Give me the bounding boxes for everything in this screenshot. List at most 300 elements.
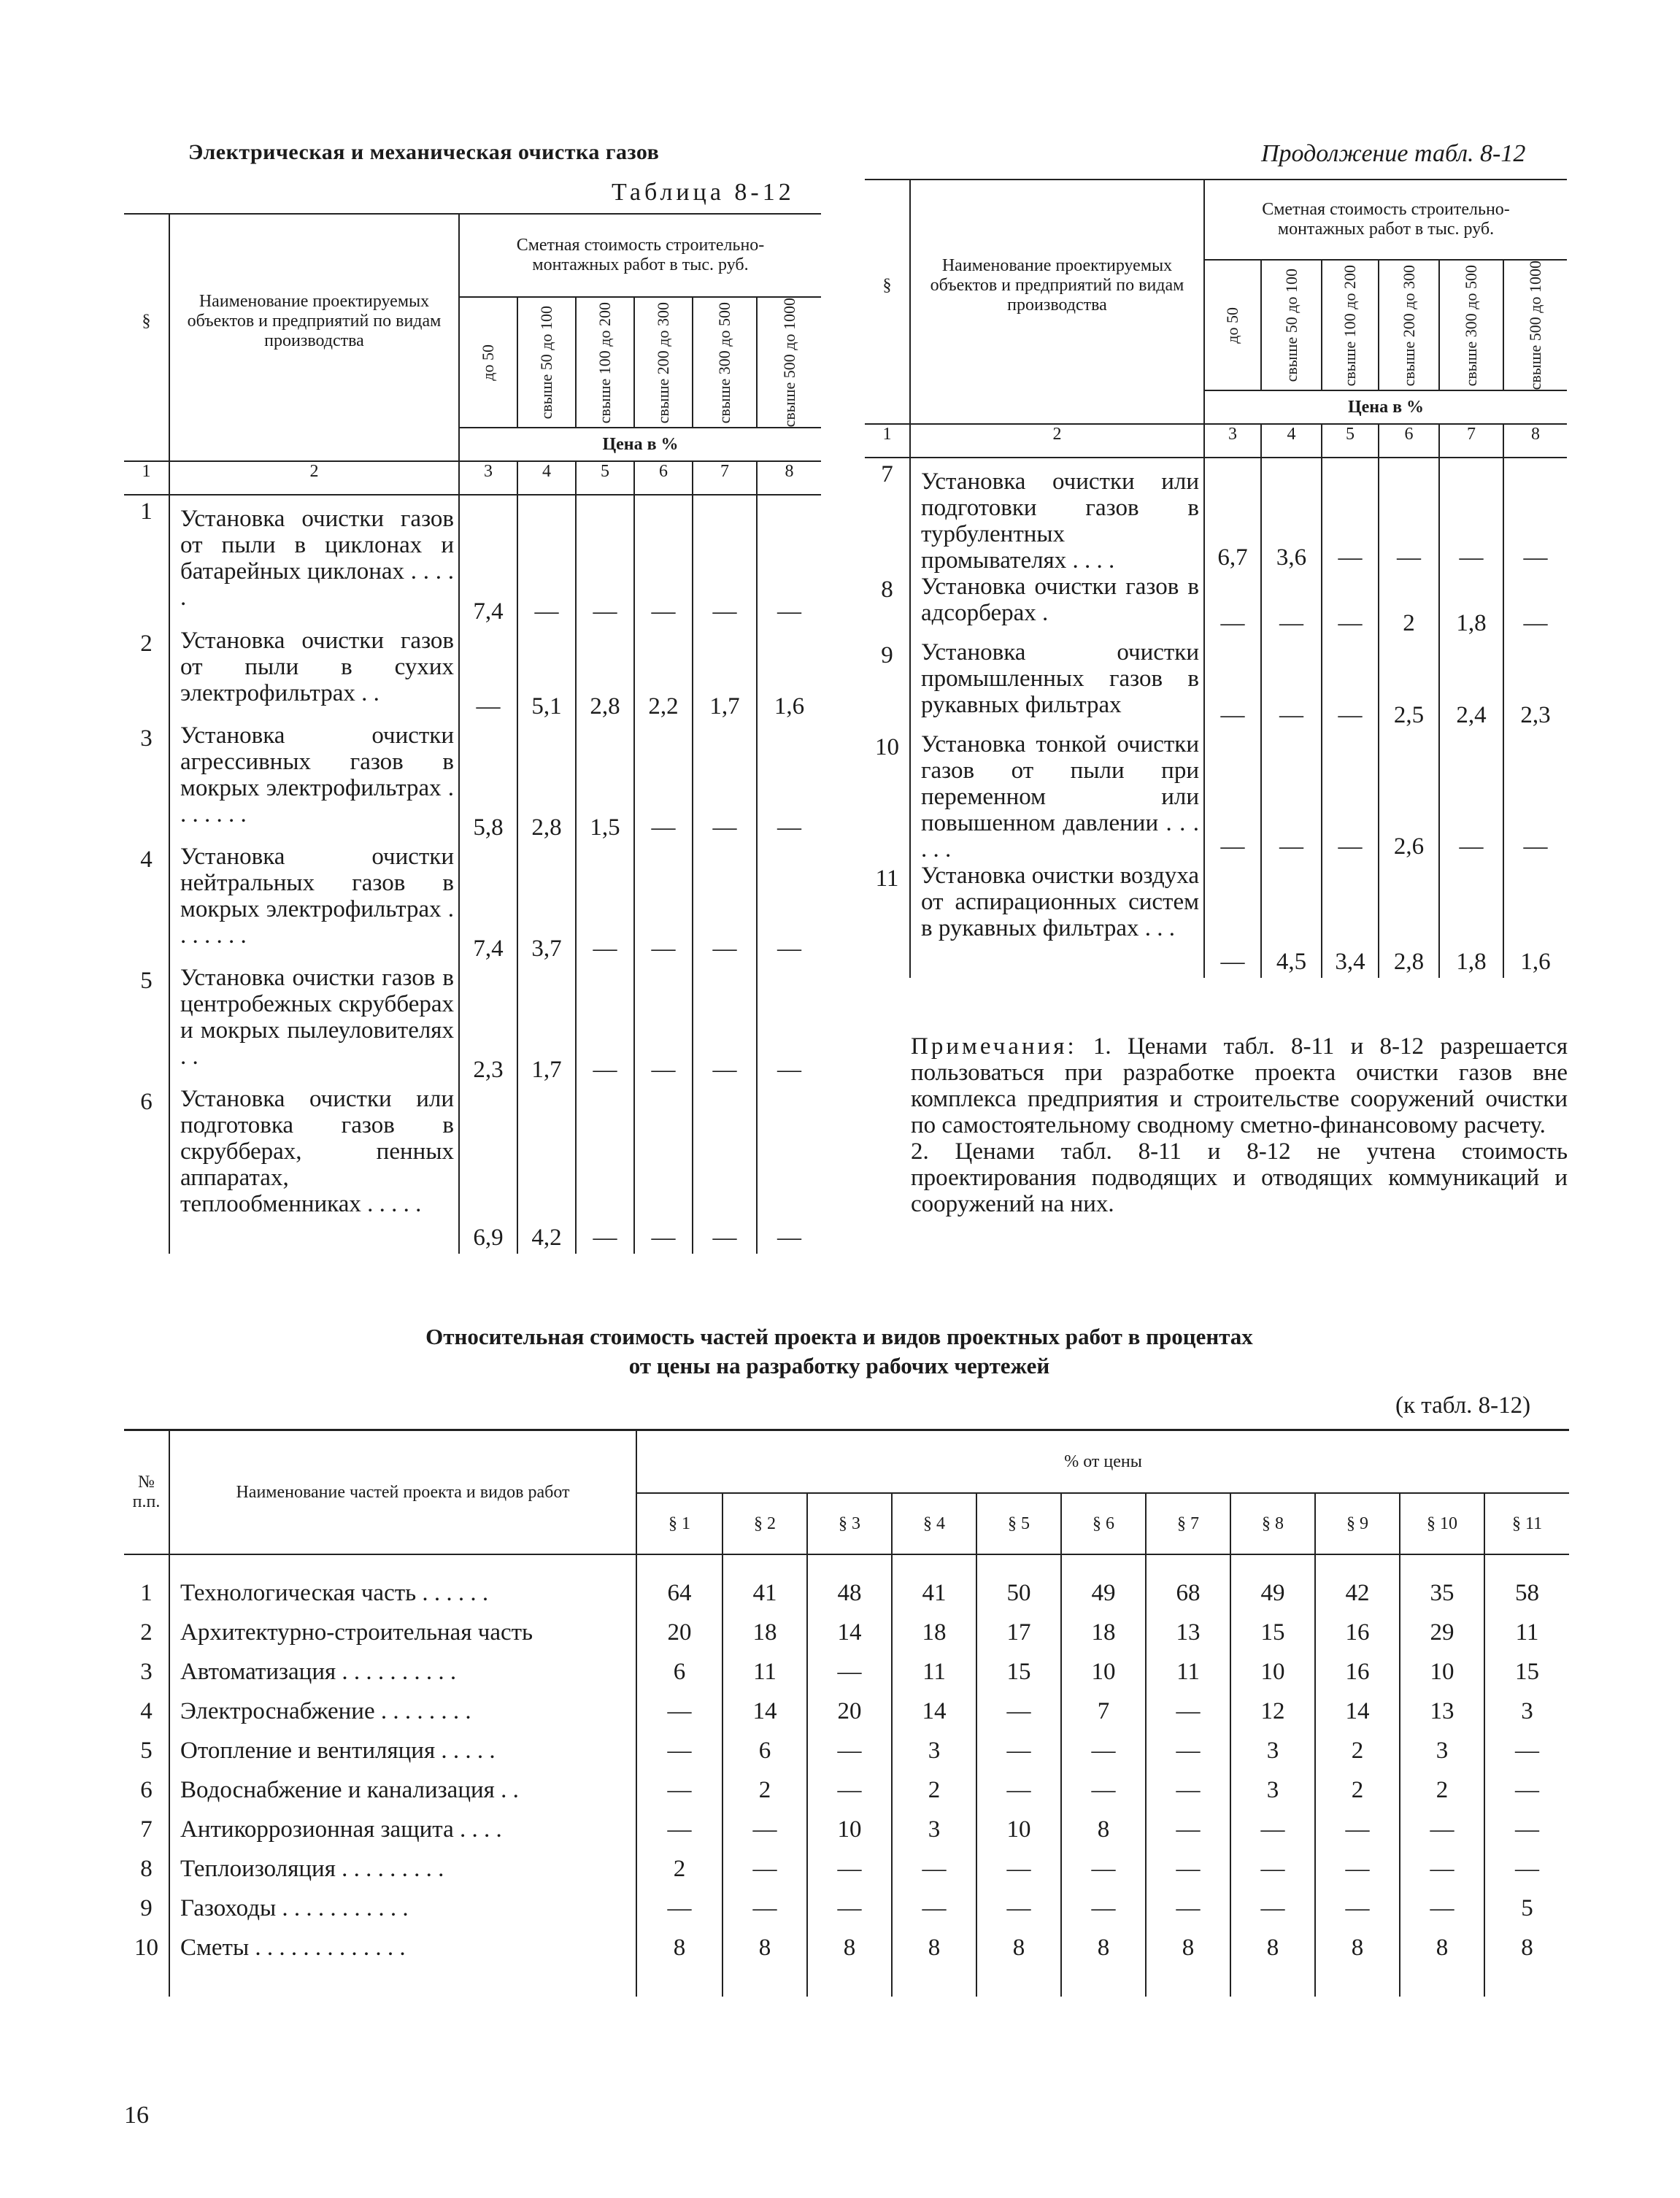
t2-row-value: — xyxy=(723,1849,807,1889)
right-row-value: — xyxy=(1322,458,1379,574)
t2-tail-cell xyxy=(124,1967,169,1997)
right-table-row xyxy=(865,574,1567,639)
right-col-number: 8 xyxy=(1503,424,1567,458)
t2-row-value: 16 xyxy=(1315,1652,1400,1692)
t2-tail-cell xyxy=(1230,1967,1315,1997)
t2-row-value: — xyxy=(1230,1810,1315,1849)
bottom-title-line2: от цены на разработку рабочих чертежей xyxy=(628,1353,1050,1378)
t2-row-value: — xyxy=(723,1810,807,1849)
row-value: 7,4 xyxy=(459,495,517,628)
t2-row-value: — xyxy=(1061,1889,1146,1928)
right-range-header xyxy=(1503,260,1567,390)
right-row-value: 2,6 xyxy=(1379,731,1439,863)
t2-spacer-cell xyxy=(169,1554,636,1573)
t2-table-row xyxy=(124,1849,1569,1889)
t2-tail-row xyxy=(124,1967,1569,1997)
t2-row-value: 8 xyxy=(1061,1810,1146,1849)
row-value: 1,7 xyxy=(517,965,576,1086)
row-value: — xyxy=(757,722,821,844)
right-row-value: — xyxy=(1503,458,1567,574)
row-name: Установка очистки газов в центробежных скрубберах и мокрых пылеуловителях . . xyxy=(169,965,459,1086)
t2-section-header: § 9 xyxy=(1315,1493,1400,1554)
row-value: — xyxy=(576,495,634,628)
table-row xyxy=(124,495,821,628)
t2-row-value: 42 xyxy=(1315,1573,1400,1613)
t2-row-number: 6 xyxy=(140,1776,153,1803)
right-col-number: 6 xyxy=(1379,424,1439,458)
name-col-header-right: Наименование проектируемых объектов и предприятий по видам производства xyxy=(910,180,1204,390)
t2-row-value: 18 xyxy=(1061,1613,1146,1652)
t2-row-value: 58 xyxy=(1484,1573,1569,1613)
t2-row-value: 8 xyxy=(636,1928,723,1967)
continuation-label: Продолжение табл. 8-12 xyxy=(1261,140,1526,167)
row-value: 6,9 xyxy=(459,1086,517,1254)
t2-row-value: 3 xyxy=(1484,1692,1569,1731)
row-value: — xyxy=(634,495,693,628)
t2-row-value: — xyxy=(636,1731,723,1770)
t2-section-header: § 7 xyxy=(1146,1493,1230,1554)
t2-table-row xyxy=(124,1928,1569,1967)
t2-row-value: — xyxy=(1400,1889,1484,1928)
right-row-value: — xyxy=(1261,574,1322,639)
row-value: 2,8 xyxy=(576,628,634,722)
t2-row-value: 14 xyxy=(723,1692,807,1731)
right-row-value: 2,8 xyxy=(1379,863,1439,978)
price-label-right: Цена в % xyxy=(1204,390,1567,424)
t2-section-header: § 11 xyxy=(1484,1493,1569,1554)
right-row-value: 2,5 xyxy=(1379,639,1439,731)
t2-row-value: — xyxy=(1484,1810,1569,1849)
right-col-number: 5 xyxy=(1322,424,1379,458)
t2-row-number: 7 xyxy=(140,1816,153,1843)
range-label: свыше 200 до 300 xyxy=(654,301,672,423)
col-number: 8 xyxy=(757,461,821,495)
t2-row-value: 8 xyxy=(723,1928,807,1967)
row-value: — xyxy=(576,844,634,965)
range-header xyxy=(517,297,576,428)
t2-row-value: 2 xyxy=(1315,1770,1400,1810)
row-value: 7,4 xyxy=(459,844,517,965)
right-row-name: Установка тонкой очистки газов от пыли при переменном или повышенном давлении . . . . . . xyxy=(910,731,1204,863)
t2-row-value: — xyxy=(1315,1889,1400,1928)
t2-tail-cell xyxy=(1061,1967,1146,1997)
right-row-value: 1,6 xyxy=(1503,863,1567,978)
right-table-row xyxy=(865,458,1567,574)
t2-row-value: 29 xyxy=(1400,1613,1484,1652)
t2-spacer-cell xyxy=(1400,1554,1484,1573)
right-row-value: 2,4 xyxy=(1439,639,1503,731)
row-value: — xyxy=(576,965,634,1086)
table-8-12-left xyxy=(124,213,821,1254)
right-range-header xyxy=(1322,260,1379,390)
t2-row-value: 41 xyxy=(723,1573,807,1613)
right-row-section: 11 xyxy=(875,865,899,892)
t2-row-name: Водоснабжение и канализация . . xyxy=(169,1770,636,1810)
row-name: Установка очистки или подготовка газов в скрубберах, пенных аппаратах, теплообменниках . . . . . xyxy=(169,1086,459,1254)
bottom-title xyxy=(219,1322,1460,1381)
t2-row-value: 50 xyxy=(976,1573,1061,1613)
t2-spacer-cell xyxy=(1146,1554,1230,1573)
t2-row-value: 10 xyxy=(807,1810,892,1849)
cost-group-header-right: Сметная стоимость строительно-монтажных работ в тыс. руб. xyxy=(1204,180,1567,260)
t2-row-value: — xyxy=(1484,1849,1569,1889)
row-name: Установка очистки агрессивных газов в мокрых электрофильтрах . . . . . . . xyxy=(169,722,459,844)
t2-row-value: 6 xyxy=(723,1731,807,1770)
t2-row-value: — xyxy=(1146,1770,1230,1810)
t2-row-value: 3 xyxy=(1400,1731,1484,1770)
row-section: 4 xyxy=(140,847,153,874)
t2-row-value: — xyxy=(1484,1770,1569,1810)
t2-tail-cell xyxy=(892,1967,976,1997)
t2-row-value: 13 xyxy=(1400,1692,1484,1731)
row-value: 1,7 xyxy=(693,628,757,722)
right-row-value: — xyxy=(1204,863,1261,978)
t2-table-row xyxy=(124,1731,1569,1770)
row-value: 4,2 xyxy=(517,1086,576,1254)
t2-section-header: § 10 xyxy=(1400,1493,1484,1554)
row-section: 6 xyxy=(140,1089,153,1116)
right-row-section: 9 xyxy=(881,642,893,669)
right-row-name: Установка очистки газов в адсорберах . xyxy=(910,574,1204,639)
right-row-value: 1,8 xyxy=(1439,863,1503,978)
t2-row-value: 10 xyxy=(976,1810,1061,1849)
row-value: — xyxy=(757,844,821,965)
col-number: 6 xyxy=(634,461,693,495)
right-row-value: — xyxy=(1379,458,1439,574)
t2-spacer-cell xyxy=(1315,1554,1400,1573)
right-row-section: 7 xyxy=(881,461,893,488)
t2-row-value: — xyxy=(892,1889,976,1928)
right-col-number: 4 xyxy=(1261,424,1322,458)
row-value: — xyxy=(459,628,517,722)
t2-spacer-cell xyxy=(636,1554,723,1573)
t2-row-value: 2 xyxy=(636,1849,723,1889)
t2-table-row xyxy=(124,1573,1569,1613)
range-label: свыше 100 до 200 xyxy=(596,301,614,423)
t2-table-row xyxy=(124,1692,1569,1731)
t2-row-value: 48 xyxy=(807,1573,892,1613)
t2-row-value: — xyxy=(976,1849,1061,1889)
t2-row-name: Антикоррозионная защита . . . . xyxy=(169,1810,636,1849)
range-label: свыше 500 до 1000 xyxy=(779,298,798,428)
t2-table-row xyxy=(124,1652,1569,1692)
right-range-label: свыше 50 до 100 xyxy=(1282,269,1301,382)
right-range-label: свыше 200 до 300 xyxy=(1399,264,1418,386)
t2-tail-cell xyxy=(1146,1967,1230,1997)
right-row-value: — xyxy=(1261,731,1322,863)
t2-row-value: — xyxy=(1315,1849,1400,1889)
right-col-number: 3 xyxy=(1204,424,1261,458)
t2-num-header: № п.п. xyxy=(124,1430,169,1555)
t2-section-header: § 8 xyxy=(1230,1493,1315,1554)
t2-spacer-row xyxy=(124,1554,1569,1573)
t2-row-value: — xyxy=(636,1770,723,1810)
t2-row-value: 7 xyxy=(1061,1692,1146,1731)
t2-row-value: 15 xyxy=(1230,1613,1315,1652)
t2-spacer-cell xyxy=(892,1554,976,1573)
t2-row-value: — xyxy=(807,1652,892,1692)
t2-row-value: 2 xyxy=(892,1770,976,1810)
t2-row-name: Теплоизоляция . . . . . . . . . xyxy=(169,1849,636,1889)
right-range-label: до 50 xyxy=(1223,306,1241,344)
t2-spacer-cell xyxy=(723,1554,807,1573)
t2-row-number: 5 xyxy=(140,1737,153,1764)
table-row xyxy=(124,628,821,722)
t2-row-value: 20 xyxy=(807,1692,892,1731)
t2-row-number: 8 xyxy=(140,1855,153,1882)
t2-percent-header: % от цены xyxy=(636,1430,1569,1494)
notes xyxy=(911,1033,1568,1217)
t2-table-row xyxy=(124,1613,1569,1652)
t2-spacer-cell xyxy=(1061,1554,1146,1573)
t2-row-value: 8 xyxy=(1061,1928,1146,1967)
t2-row-value: — xyxy=(807,1889,892,1928)
right-row-value: — xyxy=(1322,639,1379,731)
left-section-title: Электрическая и механическая очистка газов xyxy=(188,140,660,164)
col-number: 5 xyxy=(576,461,634,495)
t2-row-value: — xyxy=(892,1849,976,1889)
right-row-value: 2,3 xyxy=(1503,639,1567,731)
row-value: 3,7 xyxy=(517,844,576,965)
right-row-value: — xyxy=(1503,731,1567,863)
t2-row-name: Отопление и вентиляция . . . . . xyxy=(169,1731,636,1770)
right-row-value: — xyxy=(1261,639,1322,731)
row-value: — xyxy=(634,844,693,965)
t2-row-value: 12 xyxy=(1230,1692,1315,1731)
t2-row-value: 16 xyxy=(1315,1613,1400,1652)
t2-row-value: 13 xyxy=(1146,1613,1230,1652)
t2-row-value: 11 xyxy=(892,1652,976,1692)
t2-row-number: 4 xyxy=(140,1697,153,1724)
row-value: 2,3 xyxy=(459,965,517,1086)
t2-row-value: — xyxy=(976,1770,1061,1810)
table-8-12-right xyxy=(865,179,1567,978)
t2-row-value: 68 xyxy=(1146,1573,1230,1613)
right-range-label: свыше 300 до 500 xyxy=(1462,264,1480,386)
t2-row-value: — xyxy=(1061,1731,1146,1770)
t2-row-name: Автоматизация . . . . . . . . . . xyxy=(169,1652,636,1692)
right-row-value: 2 xyxy=(1379,574,1439,639)
right-row-name: Установка очистки или подготовки газов в турбулентных промывателях . . . . xyxy=(910,458,1204,574)
t2-table-row xyxy=(124,1889,1569,1928)
t2-row-value: 8 xyxy=(976,1928,1061,1967)
t2-row-value: — xyxy=(1061,1849,1146,1889)
range-header xyxy=(576,297,634,428)
t2-row-value: — xyxy=(1315,1810,1400,1849)
t2-row-name: Технологическая часть . . . . . . xyxy=(169,1573,636,1613)
t2-row-value: 10 xyxy=(1400,1652,1484,1692)
t2-section-header: § 4 xyxy=(892,1493,976,1554)
t2-spacer-cell xyxy=(124,1554,169,1573)
t2-tail-cell xyxy=(1484,1967,1569,1997)
t2-row-value: 35 xyxy=(1400,1573,1484,1613)
page-number: 16 xyxy=(124,2102,149,2129)
t2-table-row xyxy=(124,1810,1569,1849)
t2-row-value: 14 xyxy=(807,1613,892,1652)
t2-row-value: — xyxy=(807,1731,892,1770)
t2-row-value: 18 xyxy=(723,1613,807,1652)
right-row-value: — xyxy=(1204,731,1261,863)
range-label: свыше 300 до 500 xyxy=(715,301,733,423)
t2-tail-cell xyxy=(807,1967,892,1997)
t2-tail-cell xyxy=(1315,1967,1400,1997)
right-col-number: 2 xyxy=(910,424,1204,458)
t2-row-value: 6 xyxy=(636,1652,723,1692)
t2-row-value: 8 xyxy=(807,1928,892,1967)
section-col-header-right: § xyxy=(865,180,910,390)
t2-row-value: 14 xyxy=(892,1692,976,1731)
table-label: Таблица 8-12 xyxy=(612,179,795,206)
t2-row-value: 10 xyxy=(1061,1652,1146,1692)
t2-row-value: 2 xyxy=(1400,1770,1484,1810)
row-value: — xyxy=(693,722,757,844)
t2-row-number: 1 xyxy=(140,1579,153,1606)
right-row-value: 4,5 xyxy=(1261,863,1322,978)
t2-row-value: 11 xyxy=(1484,1613,1569,1652)
t2-row-value: — xyxy=(807,1770,892,1810)
t2-row-value: 8 xyxy=(1146,1928,1230,1967)
t2-row-value: 3 xyxy=(892,1731,976,1770)
t2-spacer-cell xyxy=(1230,1554,1315,1573)
row-value: — xyxy=(576,1086,634,1254)
t2-row-value: 10 xyxy=(1230,1652,1315,1692)
t2-spacer-cell xyxy=(1484,1554,1569,1573)
t2-row-value: — xyxy=(1484,1731,1569,1770)
col-number: 3 xyxy=(459,461,517,495)
t2-section-header: § 5 xyxy=(976,1493,1061,1554)
right-range-header xyxy=(1379,260,1439,390)
row-value: 2,8 xyxy=(517,722,576,844)
row-value: — xyxy=(757,495,821,628)
row-value: 5,8 xyxy=(459,722,517,844)
right-row-value: — xyxy=(1204,639,1261,731)
t2-row-value: 8 xyxy=(1484,1928,1569,1967)
table-row xyxy=(124,844,821,965)
notes-label: Примечания: xyxy=(911,1033,1077,1060)
t2-row-number: 3 xyxy=(140,1658,153,1685)
row-value: — xyxy=(757,1086,821,1254)
table-row xyxy=(124,1086,821,1254)
t2-row-number: 2 xyxy=(140,1619,153,1646)
row-value: — xyxy=(634,1086,693,1254)
t2-row-value: — xyxy=(976,1731,1061,1770)
right-table-row xyxy=(865,863,1567,978)
right-row-value: — xyxy=(1439,731,1503,863)
row-value: — xyxy=(634,965,693,1086)
range-header xyxy=(634,297,693,428)
row-name: Установка очистки нейтральных газов в мокрых электрофильтрах . . . . . . . xyxy=(169,844,459,965)
t2-row-value: 17 xyxy=(976,1613,1061,1652)
right-row-value: 6,7 xyxy=(1204,458,1261,574)
right-range-label: свыше 100 до 200 xyxy=(1341,264,1359,386)
t2-row-value: 8 xyxy=(1315,1928,1400,1967)
cost-group-header: Сметная стоимость строительно-монтажных работ в тыс. руб. xyxy=(459,214,821,297)
t2-row-value: 20 xyxy=(636,1613,723,1652)
t2-row-name: Сметы . . . . . . . . . . . . . xyxy=(169,1928,636,1967)
t2-spacer-cell xyxy=(807,1554,892,1573)
table-row xyxy=(124,722,821,844)
col-number: 7 xyxy=(693,461,757,495)
right-row-value: — xyxy=(1439,458,1503,574)
right-row-value: — xyxy=(1322,731,1379,863)
row-name: Установка очистки газов от пыли в циклонах и батарейных циклонах . . . . . xyxy=(169,495,459,628)
t2-row-number: 9 xyxy=(140,1894,153,1921)
t2-row-number: 10 xyxy=(134,1934,158,1961)
t2-tail-cell xyxy=(723,1967,807,1997)
t2-name-header: Наименование частей проекта и видов работ xyxy=(169,1430,636,1555)
right-row-section: 10 xyxy=(875,734,899,761)
t2-row-value: 15 xyxy=(976,1652,1061,1692)
t2-row-value: 8 xyxy=(1230,1928,1315,1967)
t2-row-value: 64 xyxy=(636,1573,723,1613)
row-value: 2,2 xyxy=(634,628,693,722)
right-range-header xyxy=(1261,260,1322,390)
t2-row-name: Электроснабжение . . . . . . . . xyxy=(169,1692,636,1731)
t2-row-value: — xyxy=(1146,1692,1230,1731)
t2-row-value: — xyxy=(1146,1849,1230,1889)
range-label: до 50 xyxy=(479,344,497,381)
row-section: 5 xyxy=(140,968,153,995)
t2-section-header: § 2 xyxy=(723,1493,807,1554)
t2-row-value: 14 xyxy=(1315,1692,1400,1731)
t2-tail-cell xyxy=(169,1967,636,1997)
right-range-header xyxy=(1439,260,1503,390)
t2-row-value: — xyxy=(976,1889,1061,1928)
t2-row-value: 5 xyxy=(1484,1889,1569,1928)
t2-row-value: — xyxy=(1400,1810,1484,1849)
right-row-name: Установка очистки воздуха от аспирационных систем в рукавных фильтрах . . . xyxy=(910,863,1204,978)
range-header xyxy=(459,297,517,428)
t2-row-value: 18 xyxy=(892,1613,976,1652)
t2-row-value: 8 xyxy=(892,1928,976,1967)
t2-section-header: § 6 xyxy=(1061,1493,1146,1554)
right-row-value: 1,8 xyxy=(1439,574,1503,639)
t2-row-name: Газоходы . . . . . . . . . . . xyxy=(169,1889,636,1928)
right-row-value: 3,4 xyxy=(1322,863,1379,978)
right-row-name: Установка очистки промышленных газов в рукавных фильтрах xyxy=(910,639,1204,731)
range-header xyxy=(693,297,757,428)
t2-spacer-cell xyxy=(976,1554,1061,1573)
row-section: 1 xyxy=(140,498,153,525)
bottom-ref: (к табл. 8-12) xyxy=(1395,1392,1531,1419)
row-value: — xyxy=(517,495,576,628)
t2-row-value: — xyxy=(636,1810,723,1849)
right-row-value: 3,6 xyxy=(1261,458,1322,574)
t2-row-value: — xyxy=(1230,1889,1315,1928)
t2-row-value: — xyxy=(1146,1889,1230,1928)
section-col-header: § xyxy=(124,214,169,428)
row-value: 1,5 xyxy=(576,722,634,844)
t2-table-row xyxy=(124,1770,1569,1810)
t2-row-value: — xyxy=(1400,1849,1484,1889)
right-table-row xyxy=(865,639,1567,731)
right-col-number: 7 xyxy=(1439,424,1503,458)
row-value: — xyxy=(693,844,757,965)
t2-row-value: — xyxy=(1146,1731,1230,1770)
row-value: — xyxy=(634,722,693,844)
t2-row-name: Архитектурно-строительная часть xyxy=(169,1613,636,1652)
t2-row-value: — xyxy=(636,1889,723,1928)
col-number: 4 xyxy=(517,461,576,495)
row-value: — xyxy=(757,965,821,1086)
t2-row-value: 8 xyxy=(1400,1928,1484,1967)
t2-row-value: — xyxy=(1230,1849,1315,1889)
col-number: 2 xyxy=(169,461,459,495)
t2-row-value: 11 xyxy=(1146,1652,1230,1692)
t2-row-value: — xyxy=(976,1692,1061,1731)
t2-row-value: — xyxy=(807,1849,892,1889)
table-row xyxy=(124,965,821,1086)
